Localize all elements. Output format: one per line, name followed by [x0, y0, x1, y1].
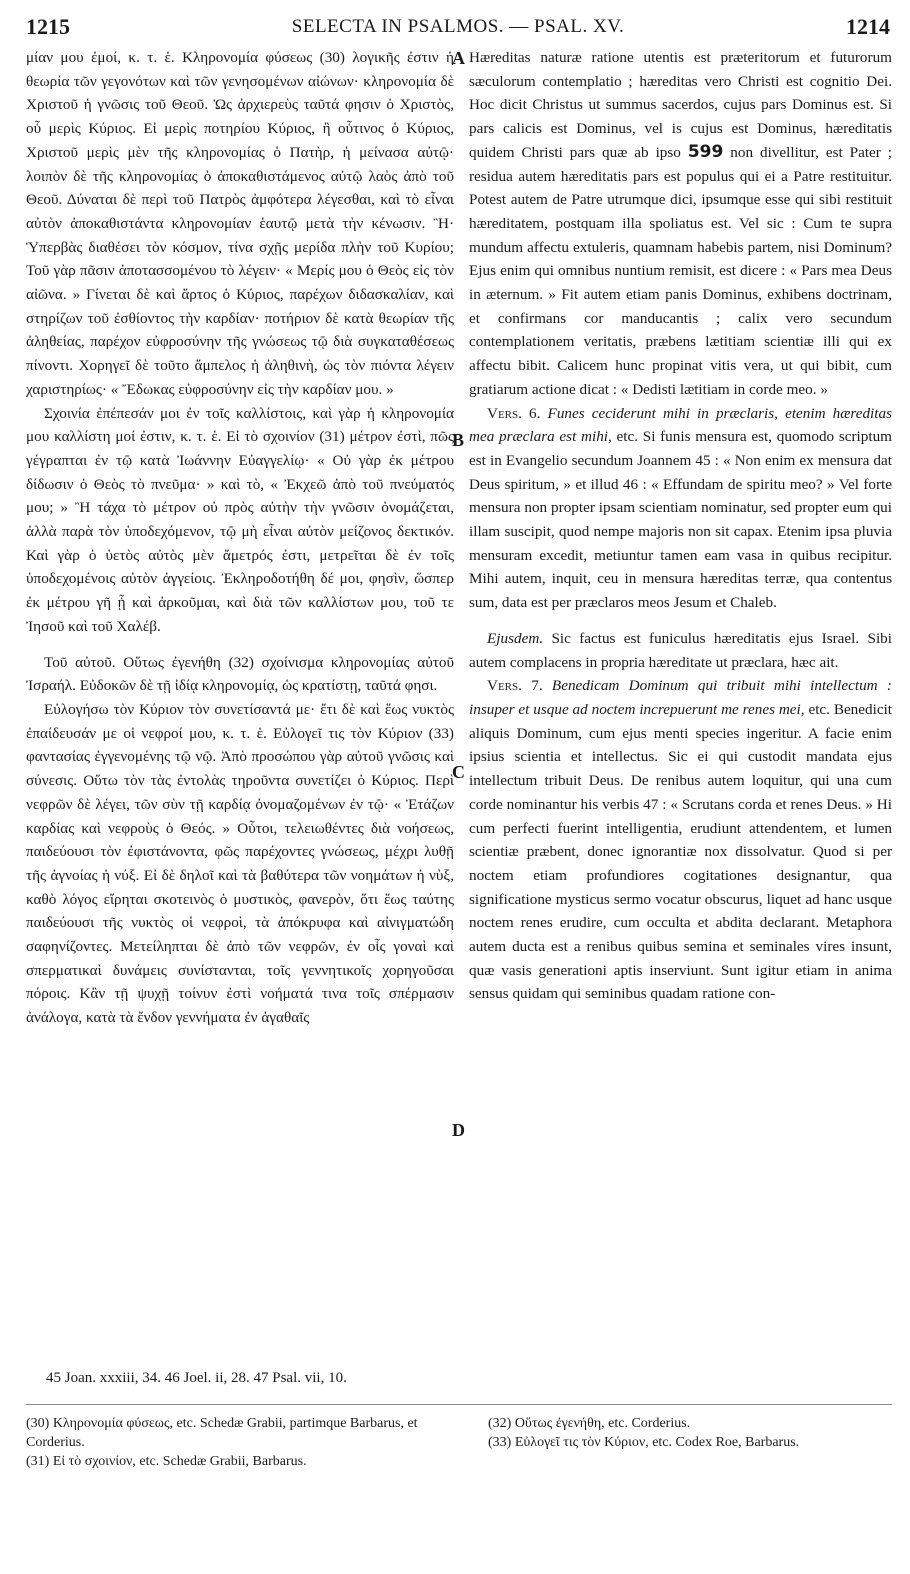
latin-column — [469, 46, 892, 1006]
footnote-32: (32) Οὕτως ἐγενήθη, etc. Corderius. — [488, 1416, 691, 1431]
scripture-references: 45 Joan. xxxiii, 34. 46 Joel. ii, 28. 47 Psal. vii, 10. — [46, 1370, 347, 1386]
footnote-31: (31) Εἰ τὸ σχοινίον, etc. Schedæ Grabii, Barbarus. — [26, 1454, 307, 1469]
footnote-33: (33) Εὐλογεῖ τις τὸν Κύριον, etc. Codex Roe, Barbarus. — [488, 1435, 800, 1450]
verse-label-7: Vers. 7. — [487, 677, 543, 695]
verse-label-6: Vers. 6. — [487, 404, 541, 422]
greek-paragraph-2: Σχοινία ἐπέπεσάν μοι ἐν τοῖς καλλίστοις, καὶ γὰρ ἡ κληρονομία μου καλλίστη μοί ἐστιν, κ. τ. ἑ. Εἰ τὸ σχοινίον (31) μέτρον ἐστὶ, πῶς γέγραπται ἐν τῷ κατὰ Ἰωάννην Εὐαγγελίῳ· « Οὐ γὰρ ἐκ μέτρου δίδωσιν ὁ Θεὸς τὸ πνεῦμα· » καὶ τὸ, « Ἐκχεῶ ἀπὸ τοῦ πνεύματός μου; » Ἢ τάχα τὸ μέτρον οὐ πρὸς αὐτὴν τὴν γνῶσιν ὀνομάζεται, ἀλλὰ παρὰ τὸν ὑποδεχόμενον, τῷ μὴ εἶναι αὐτὸν μείζονος δεκτικόν. Καὶ γὰρ ὁ ὑετὸς αὐτὸς μὲν ἄμετρός ἐστι, μετρεῖται δὲ ἐν τοῖς ὑποδεχομένοις αὐτὸν ἀγγείοις. Ἐκληροδοτήθη δέ μοι, φησὶν, ὥσπερ ἐκ μέτρου γῆ ᾗ καὶ ἀρκοῦμαι, καὶ διὰ τῶν καλλίστων μου, τοῦ τε Ἰησοῦ καὶ τοῦ Χαλέβ. — [26, 404, 454, 635]
page-number-right: 1214 — [846, 14, 890, 39]
page-header — [26, 12, 890, 42]
verse-lemma-7: Benedicam Dominum qui tribuit mihi intellectum : insuper et usque ad noctem increpuerunt me renes mei, — [469, 677, 892, 718]
latin-p4-text: etc. Benedicit aliquis Dominum, cum ejus menti species ingeritur. A facie enim ipsius scientia et intellectus. Sic ei qui custodit mandata ejus intellectum tribuit Deus. De renibus autem loquitur, qui una cum corde nominantur his verbis 47 : « Scrutans corda et renes Deus. » Hi cum perfecti fuerint intelligentia, erudiunt attendentem, et lumen scientiæ præbent, donec ignorantiæ nox dissolvatur. Quod si per noctem etiam profundiores cogitationes designantur, qua significatione mysticus sermo vocatur obscurus, liquet ad hanc usque noctem renes erudire, cum occulta et abdita declarant. Metaphora autem ducta est a renibus quibus semina et seminales vires insunt, quæ vasis generationi aptis inserviunt. Sunt igitur etiam in anima sensus quidam qui seminibus quadam ratione con- — [469, 700, 893, 1003]
section-marker-b: B — [452, 430, 465, 450]
running-title: SELECTA IN PSALMOS. — PSAL. XV. — [291, 16, 625, 37]
latin-p2-text: etc. Si funis mensura est, quomodo scriptum est in Evangelio secundum Joannem 45 : « Non enim ex mensura dat Deus spiritum, » et illud 46 : « Effundam de spiritu meo? » Vel forte mensura non propter ipsam scientiam nominatur, sed propter eum qui illam suscipit, quod nempe majoris non sit capax. Etenim ipsa pluvia mensuram excedit, metiuntur tamen eam vasa in quibus recipitur. Mihi autem, inquit, ceu in mensura hæreditas terræ, qua contentus sum, data est per præclaros meos Jesum et Chaleb. — [469, 428, 892, 612]
ejusdem-label: Ejusdem. — [487, 629, 544, 647]
footnote-30: (30) Κληρονομία φύσεως, etc. Schedæ Grabii, partimque Barbarus, et Corderius. — [26, 1416, 418, 1450]
section-marker-a: A — [452, 48, 465, 68]
footnotes-left — [26, 1414, 446, 1471]
section-marker-d: D — [452, 1120, 465, 1140]
greek-paragraph-3: Τοῦ αὐτοῦ. Οὕτως ἐγενήθη (32) σχοίνισμα κληρονομίας αὐτοῦ Ἰσραήλ. Εὐδοκῶν δὲ τῇ ἰδίᾳ κληρονομίᾳ, ὡς κρατίστῃ, ταῦτά φησι. — [26, 653, 454, 695]
greek-paragraph-1: μίαν μου ἐμοί, κ. τ. ἑ. Κληρονομία φύσεως (30) λογικῆς ἐστιν ἡ θεωρία τῶν γεγονότων καὶ τῶν γενησομένων αἰώνων· κληρονομία δὲ Χριστοῦ ἡ γνῶσις τοῦ Θεοῦ. Ὡς ἀρχιερεὺς ταῦτά φησιν ὁ Χριστὸς, οὗ μερὶς Κύριος. Εἰ μερὶς ποτηρίου Κύριος, ἢ οὗτινος ὁ Κύριος, Χριστοῦ μερὶς μὲν τῆς κληρονομίας ὁ Πατὴρ, ἡ μείνασα αὐτῷ· λοιπὸν δὲ τῆς κληρονομίας ὁ ἀποκαθιστάμενος αὐτῷ λαὸς ἀπὸ τοῦ Θεοῦ. Δύναται δὲ περὶ τοῦ Πατρὸς ἀμφότερα λέγεσθαι, καὶ τὸ εἶναι αὐτὸν ἀποκαθιστάντα κληρονομίαν ἑαυτῷ μετὰ τὴν κένωσιν. Ἢ· Ὑπερβὰς διαθέσει τὸν κόσμον, τίνα σχῇς μερίδα πλὴν τοῦ Κυρίου; Τοῦ γὰρ πᾶσιν ἀποτασσομένου τὸ λέγειν· « Μερίς μου ὁ Θεὸς εἰς τὸν αἰῶνα. » Γίνεται δὲ καὶ ἄρτος ὁ Κύριος, παρέχων διδασκαλίαν, καὶ στηρίζων τοῦ ἐσθίοντος τὴν καρδίαν· ποτήριον δὲ κατὰ θεωρίαν τῆς ἀληθείας, παρέχον εὐφροσύνην τῆς γνώσεως τῷ διὰ συγκαταθέσεως πίνοντι. Χορηγεῖ δὲ τοῦτο ἄμπελος ἡ ἀληθινὴ, ὡς τὸν πιόντα λέγειν χαριστηρίως· « Ἔδωκας εὐφροσύνην εἰς τὴν καρδίαν μου. » — [26, 49, 454, 398]
latin-paragraph-4 — [469, 674, 892, 1006]
greek-paragraph-4: Εὐλογήσω τὸν Κύριον τὸν συνετίσαντά με· ἔτι δὲ καὶ ἕως νυκτὸς ἐπαίδευσάν με οἱ νεφροί μου, κ. τ. ἑ. Εὐλογεῖ τις τὸν Κύριον (33) φαντασίας ἐγγενομένης τῷ νῷ. Ἀπὸ προσώπου γὰρ αὐτοῦ γνῶσις καὶ σύνεσις. Οὕτω τὸν τὰς ἐντολὰς τηροῦντα συνετίζει ὁ Κύριος. Περὶ νεφρῶν δὲ λέγει, τῶν σὺν τῇ καρδίᾳ ὀνομαζομένων ἐν τῷ· « Ἐτάζων καρδίας καὶ νεφροὺς ὁ Θεός. » Οὗτοι, τελειωθέντες διὰ νοήσεως, παιδεύουσι τὸν ἐφιστάνοντα, φῶς παρέχοντες γνώσεως, μέχρι λυθῇ τῆς ἀγνοίας ἡ νύξ. Εἰ δὲ δηλοῖ καὶ τὰ βαθύτερα τῶν νοημάτων ἡ νὺξ, καθὸ λόγος εἴρηται σκοτεινὸς ὁ μυστικὸς, φανερὸν, ὅτι ἕως ταύτης παιδεύουσι τῆς νυκτὸς οἱ νεφροὶ, τὰ ἀπόκρυφα καὶ αἰνιγματώδη σαφηνίζοντες. Μετείληπται δὲ ἀπὸ τῶν νεφρῶν, ἐν οἷς γοναὶ καὶ σπερματικαὶ δυνάμεις συνίστανται, τοῖς γεννητικοῖς χορηγοῦσαι πόροις. Κἂν τῇ ψυχῇ τοίνυν ἐστὶ νοήματά τινα τοῖς σπέρμασιν ἀνάλογα, κατὰ τὰ ἔνδον γεννήματα ἐν ἀγαθαῖς — [26, 700, 454, 1027]
verse-lemma-6: Funes ceciderunt mihi in præclaris, etenim hæreditas mea præclara est mihi, — [469, 404, 893, 446]
footnote-rule — [26, 1404, 892, 1405]
latin-p1-after: non divellitur, est Pater ; residua autem hæreditatis pars est populus qui ei a Patre restituitur. Potest autem de Patre utrumque dici, ipsumque esse qui sibi restituit hæreditatem, postquam illa spoliatus est. Vel sic : Cum te supra mundum affectu extuleris, quamnam habebis partem, nisi Dominum? Ejus enim qui omnibus nuntium remisit, est dicere : « Pars mea Deus in æternum. » Fit autem etiam panis Dominus, exhibens doctrinam, et confirmans cor manducantis ; calix vero secundum contemplationem veritatis, præbens lætitiam scientiæ illi qui ex affectu bibit. Calicem hunc propinat vitis vera, ut qui bibit, cum gratiarum actione dicat : « Dedisti lætitiam in corde meo. » — [469, 143, 893, 398]
column-number: 599 — [687, 141, 724, 162]
section-marker-c: C — [452, 762, 465, 782]
latin-p1-before: Hæreditas naturæ ratione utentis est præteritorum et futurorum sæculorum contemplatio ; hæreditas vero Christi est cognitio Dei. Hoc dicit Christus ut summus sacerdos, cujus pars Dominus est. Si pars calicis est Dominus, vel is cujus est Dominus, hæreditatis quidem Christi pars quæ ab ipso — [469, 49, 892, 161]
latin-p3-text: Sic factus est funiculus hæreditatis ejus Israel. Sibi autem complacens in propria hæreditate ut præclara, hæc ait. — [469, 629, 892, 671]
latin-paragraph-3 — [469, 627, 892, 674]
footnotes-right — [488, 1414, 892, 1452]
page-number-left: 1215 — [26, 14, 70, 39]
greek-column — [26, 46, 454, 1030]
latin-paragraph-1 — [469, 46, 892, 402]
latin-paragraph-2 — [469, 402, 892, 615]
